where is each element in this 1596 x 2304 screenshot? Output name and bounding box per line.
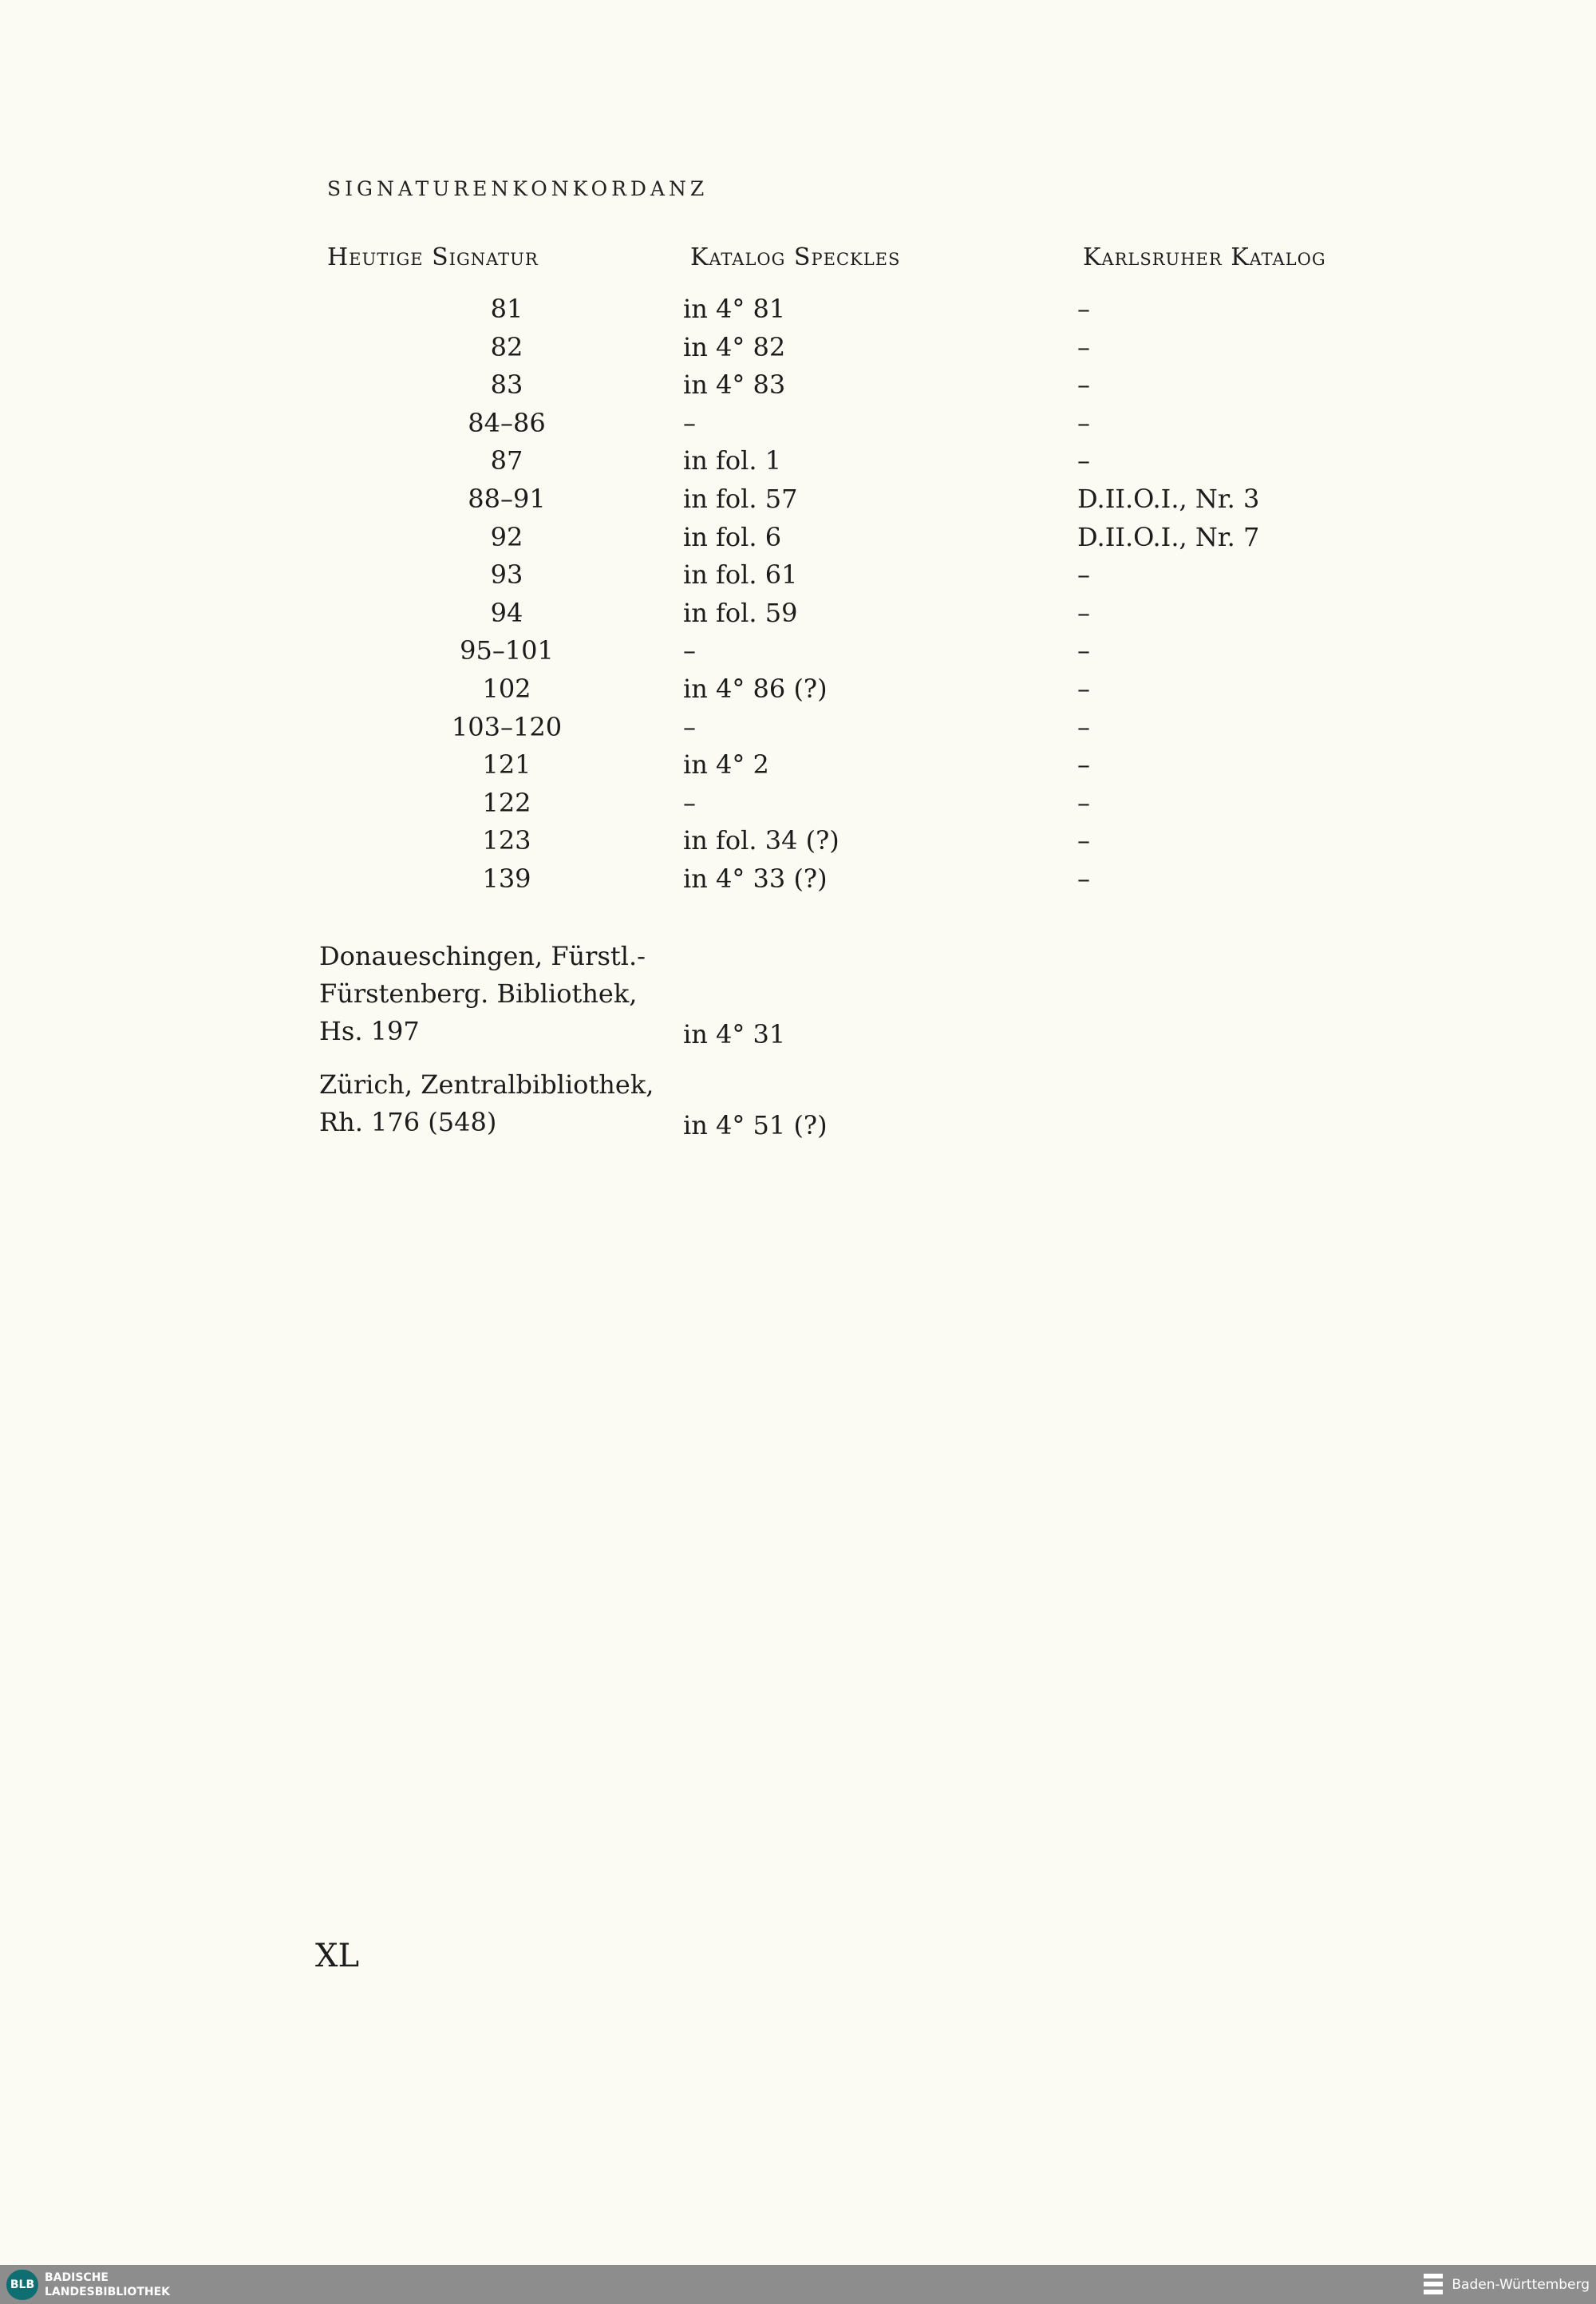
row-signatur: 121 xyxy=(482,749,531,780)
row-speckle: in 4° 33 (?) xyxy=(683,864,828,894)
row-signatur: 92 xyxy=(490,522,523,552)
other-entry-donaueschingen xyxy=(319,938,646,1050)
row-karlsruhe: D.II.O.I., Nr. 3 xyxy=(1077,484,1260,514)
row-karlsruhe: – xyxy=(1077,788,1090,818)
row-speckle: in fol. 1 xyxy=(683,445,782,476)
other-entry-line: Zürich, Zentralbibliothek, xyxy=(319,1069,654,1100)
row-karlsruhe: – xyxy=(1077,332,1090,362)
row-speckle: in fol. 34 (?) xyxy=(683,825,839,856)
row-speckle: in 4° 82 xyxy=(683,332,786,362)
row-karlsruhe: – xyxy=(1077,712,1090,742)
row-karlsruhe: D.II.O.I., Nr. 7 xyxy=(1077,522,1260,552)
row-signatur: 103–120 xyxy=(451,712,563,742)
row-signatur: 87 xyxy=(490,445,523,476)
other-entry-line: Donaueschingen, Fürstl.- xyxy=(319,941,646,971)
library-name-line2: LANDESBIBLIOTHEK xyxy=(45,2286,171,2298)
other-entry-line: Fürstenberg. Bibliothek, xyxy=(319,978,638,1009)
row-signatur: 88–91 xyxy=(468,484,546,514)
row-signatur: 94 xyxy=(490,598,523,628)
row-karlsruhe: – xyxy=(1077,749,1090,780)
row-karlsruhe: – xyxy=(1077,864,1090,894)
row-karlsruhe: – xyxy=(1077,559,1090,590)
column-header-speckle: Katalog Speckles xyxy=(690,243,901,271)
row-speckle: – xyxy=(683,712,696,742)
row-signatur: 95–101 xyxy=(460,635,554,666)
other-entry-line: Hs. 197 xyxy=(319,1016,420,1046)
row-speckle: in fol. 59 xyxy=(683,598,798,628)
row-signatur: 84–86 xyxy=(468,408,546,438)
page-number: XL xyxy=(315,1938,360,1974)
row-karlsruhe: – xyxy=(1077,370,1090,400)
state-name: Baden-Württemberg xyxy=(1452,2277,1590,2293)
row-signatur: 93 xyxy=(490,559,523,590)
library-name[interactable] xyxy=(45,2270,170,2299)
row-karlsruhe: – xyxy=(1077,825,1090,856)
row-speckle: in fol. 6 xyxy=(683,522,782,552)
row-speckle: in fol. 57 xyxy=(683,484,798,514)
row-speckle: in 4° 86 (?) xyxy=(683,674,828,704)
other-entry-speckle: in 4° 31 xyxy=(683,1019,786,1049)
row-speckle: in 4° 2 xyxy=(683,749,769,780)
library-name-line1: BADISCHE xyxy=(45,2271,109,2284)
viewer-footer-bar xyxy=(0,2265,1596,2304)
row-karlsruhe: – xyxy=(1077,674,1090,704)
row-signatur: 83 xyxy=(490,370,523,400)
row-speckle: – xyxy=(683,788,696,818)
row-karlsruhe: – xyxy=(1077,598,1090,628)
row-signatur: 102 xyxy=(482,674,531,704)
row-speckle: – xyxy=(683,635,696,666)
other-entry-zurich xyxy=(319,1066,654,1141)
row-speckle: – xyxy=(683,408,696,438)
row-signatur: 139 xyxy=(482,864,531,894)
row-speckle: in 4° 81 xyxy=(683,294,786,324)
row-speckle: in fol. 61 xyxy=(683,559,798,590)
row-signatur: 123 xyxy=(482,825,531,856)
column-header-karlsruhe: Karlsruher Katalog xyxy=(1083,243,1326,271)
row-karlsruhe: – xyxy=(1077,635,1090,666)
row-signatur: 81 xyxy=(490,294,523,324)
state-logo[interactable] xyxy=(1421,2270,1590,2299)
column-header-signatur: Heutige Signatur xyxy=(327,243,539,271)
row-karlsruhe: – xyxy=(1077,294,1090,324)
row-signatur: 122 xyxy=(482,788,531,818)
page-heading: SIGNATURENKONKORDANZ xyxy=(327,177,709,200)
row-speckle: in 4° 83 xyxy=(683,370,786,400)
blb-logo-icon[interactable]: BLB xyxy=(6,2270,38,2300)
state-coat-of-arms-icon xyxy=(1421,2270,1445,2299)
row-karlsruhe: – xyxy=(1077,445,1090,476)
row-karlsruhe: – xyxy=(1077,408,1090,438)
row-signatur: 82 xyxy=(490,332,523,362)
other-entry-line: Rh. 176 (548) xyxy=(319,1107,497,1137)
other-entry-speckle: in 4° 51 (?) xyxy=(683,1110,828,1140)
